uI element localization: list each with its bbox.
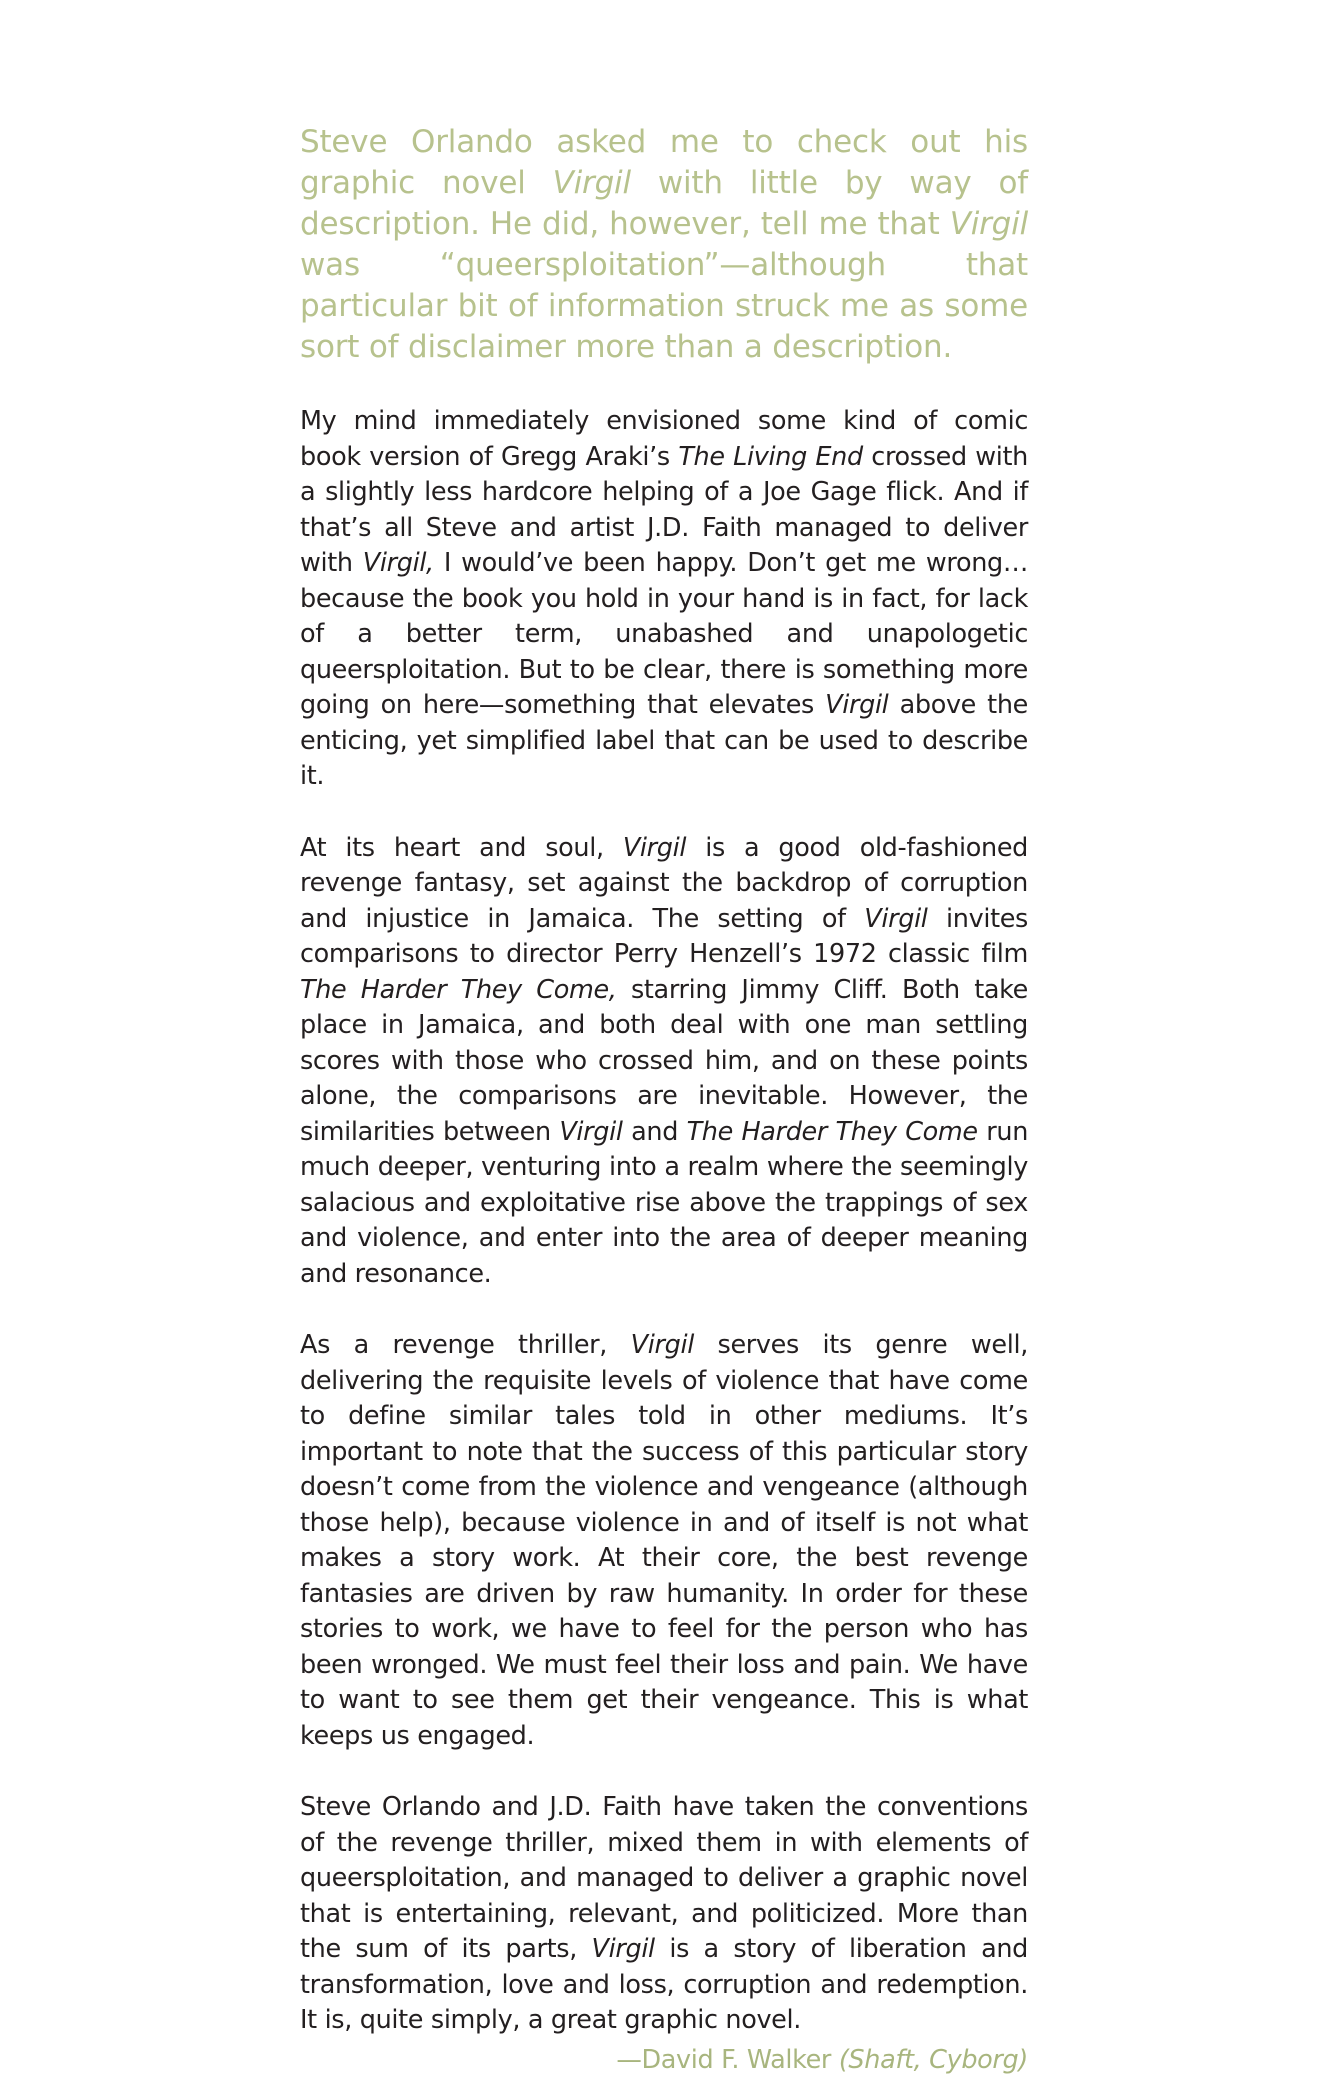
body-paragraph-3 bbox=[300, 1328, 1028, 1754]
p2-text-6: run much deeper, venturing into a realm where the seemingly salacious and exploitative rise above the trappings of sex and violence, and enter into the area of deeper meaning and resonance. bbox=[300, 1117, 1028, 1289]
p2-text-4: starring Jimmy Cliff. Both take place in Jamaica, and both deal with one man settling scores with those who crossed him, and on these points alone, the comparisons are inevitable. However, the similarities between bbox=[300, 975, 1028, 1147]
lede-title-2: Virgil bbox=[950, 206, 1028, 242]
p2-title-4: Virgil bbox=[559, 1117, 622, 1147]
p1-text-2: crossed with a slightly less hardcore helping of a Joe Gage flick. And if that’s all Steve and artist J.D. Faith managed to deliver with bbox=[300, 442, 1028, 579]
p2-title-3: The Harder They Come, bbox=[300, 975, 617, 1005]
p4-text-2: is a story of liberation and transformation, love and loss, corruption and redemption. It is, quite simply, a great graphic novel. bbox=[300, 1934, 1028, 2035]
p2-text-3: invites comparisons to director Perry Henzell’s 1972 classic film bbox=[300, 904, 1028, 970]
body-paragraph-1 bbox=[300, 404, 1028, 795]
lede-text-1: Steve Orlando asked me to check out his graphic novel bbox=[300, 124, 1028, 201]
lede-paragraph bbox=[300, 122, 1028, 368]
p2-text-2: is a good old-fashioned revenge fantasy, set against the backdrop of corruption and injustice in Jamaica. The setting of bbox=[300, 833, 1028, 934]
p2-text-1: At its heart and soul, bbox=[300, 833, 623, 863]
p1-text-4: above the enticing, yet simplified label that can be used to describe it. bbox=[300, 690, 1028, 791]
p1-title-2: Virgil, bbox=[363, 548, 434, 578]
p2-title-1: Virgil bbox=[623, 833, 686, 863]
p1-text-3: I would’ve been happy. Don’t get me wrong…because the book you hold in your hand is in fact, for lack of a better term, unabashed and unapologetic queersploitation. But to be clear, there is something more going on here—something that elevates bbox=[300, 548, 1028, 720]
lede-text-2: with little by way of description. He did, however, tell me that bbox=[300, 165, 1028, 242]
lede-text-3: was “queersploitation”—although that particular bit of information struck me as some sort of disclaimer more than a description. bbox=[300, 247, 1028, 365]
p3-text-1: As a revenge thriller, bbox=[300, 1330, 631, 1360]
p1-title-1: The Living End bbox=[678, 442, 862, 472]
p2-title-5: The Harder They Come bbox=[687, 1117, 978, 1147]
lede-title-1: Virgil bbox=[553, 165, 631, 201]
body-paragraph-2 bbox=[300, 831, 1028, 1293]
p1-title-3: Virgil bbox=[825, 690, 888, 720]
text-column bbox=[300, 122, 1028, 2078]
p4-title-1: Virgil bbox=[592, 1934, 655, 1964]
byline-credits: (Shaft, Cyborg) bbox=[839, 2045, 1028, 2075]
p1-text-1: My mind immediately envisioned some kind of comic book version of Gregg Araki’s bbox=[300, 406, 1028, 472]
p2-text-5: and bbox=[623, 1117, 687, 1147]
byline-author: —David F. Walker bbox=[616, 2045, 839, 2075]
p2-title-2: Virgil bbox=[864, 904, 927, 934]
p4-text-1: Steve Orlando and J.D. Faith have taken the conventions of the revenge thriller, mixed them in with elements of queersploitation, and managed to deliver a graphic novel that is entertaining, relevant, and politicized. More than the sum of its parts, bbox=[300, 1792, 1028, 1964]
p3-text-2: serves its genre well, delivering the requisite levels of violence that have come to define similar tales told in other mediums. It’s important to note that the success of this particular story doesn’t come from the violence and vengeance (although those help), because violence in and of itself is not what makes a story work. At their core, the best revenge fantasies are driven by raw humanity. In order for these stories to work, we have to feel for the person who has been wronged. We must feel their loss and pain. We have to want to see them get their vengeance. This is what keeps us engaged. bbox=[300, 1330, 1028, 1751]
body-paragraph-4 bbox=[300, 1790, 1028, 2039]
p3-title-1: Virgil bbox=[631, 1330, 694, 1360]
